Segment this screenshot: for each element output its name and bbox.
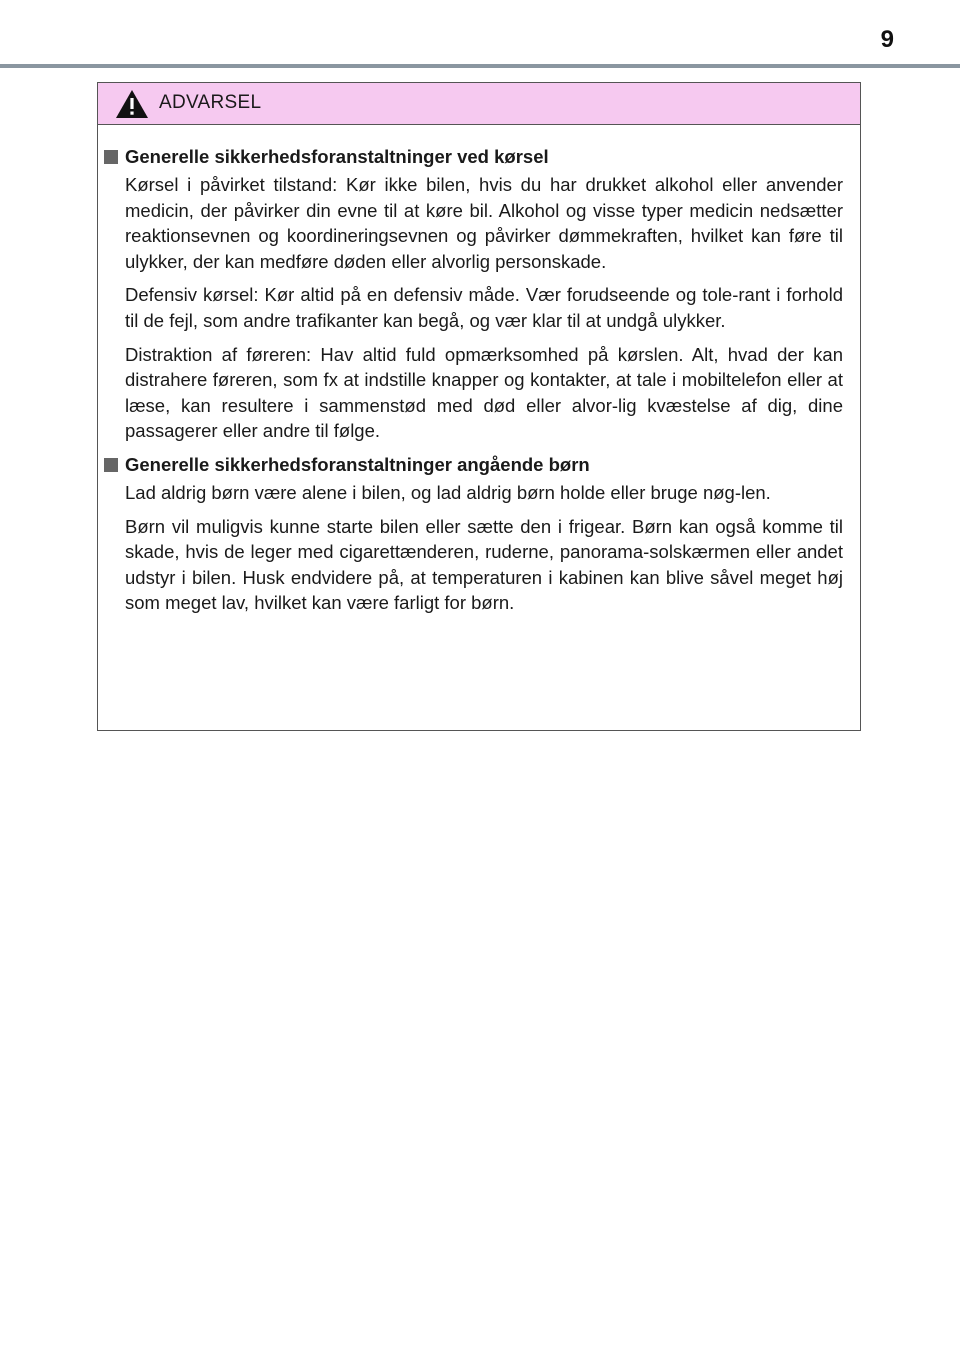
header-rule	[0, 64, 960, 68]
square-bullet-icon	[104, 458, 118, 472]
warning-header	[98, 83, 860, 125]
square-bullet-icon	[104, 150, 118, 164]
page-number: 9	[880, 26, 894, 53]
paragraph-driver-distraction: Distraktion af føreren: Hav altid fuld opmærksomhed på kørslen. Alt, hvad der kan distrahere føreren, som fx at indstille knapper og kontakter, at tale i mobiltelefon eller at læse, kan resultere i sammenstød med død eller alvor-lig kvæstelse af dig, dine passagerer eller andre til følge.	[125, 343, 843, 442]
section-heading-driving	[125, 144, 843, 170]
warning-box	[97, 82, 861, 731]
paragraph-children-alone: Lad aldrig børn være alene i bilen, og lad aldrig børn holde eller bruge nøg-len.	[125, 481, 771, 503]
warning-body	[98, 125, 860, 616]
paragraph-impaired-driving: Kørsel i påvirket tilstand: Kør ikke bilen, hvis du har drukket alkohol eller anvender medicin, der påvirker din evne til at køre bil. Alkohol og visse typer medicin nedsætter reaktionsevnen og koordineringsevnen og påvirker dømmekraften, hvilket kan føre til ulykker, der kan medføre døden eller alvorlig personskade.	[125, 174, 843, 272]
paragraph-defensive-driving: Defensiv kørsel: Kør altid på en defensiv måde. Vær forudseende og tole-rant i forhold til de fejl, som andre trafikanter kan begå, og vær klar til at undgå ulykker.	[125, 284, 843, 331]
warning-triangle-icon	[114, 88, 150, 120]
section-heading-text: Generelle sikkerhedsforanstaltninger ved kørsel	[125, 146, 549, 167]
section-heading-text: Generelle sikkerhedsforanstaltninger angående børn	[125, 453, 590, 475]
warning-title: ADVARSEL	[159, 92, 262, 113]
paragraph-children-hazards: Børn vil muligvis kunne starte bilen eller sætte den i frigear. Børn kan også komme til skade, hvis de leger med cigarettænderen, ruderne, panorama-solskærmen eller andet udstyr i bilen. Husk endvidere på, at temperaturen i kabinen kan blive såvel meget høj som meget lav, hvilket kan være farligt for børn.	[125, 515, 843, 614]
section-heading-children	[125, 452, 843, 478]
